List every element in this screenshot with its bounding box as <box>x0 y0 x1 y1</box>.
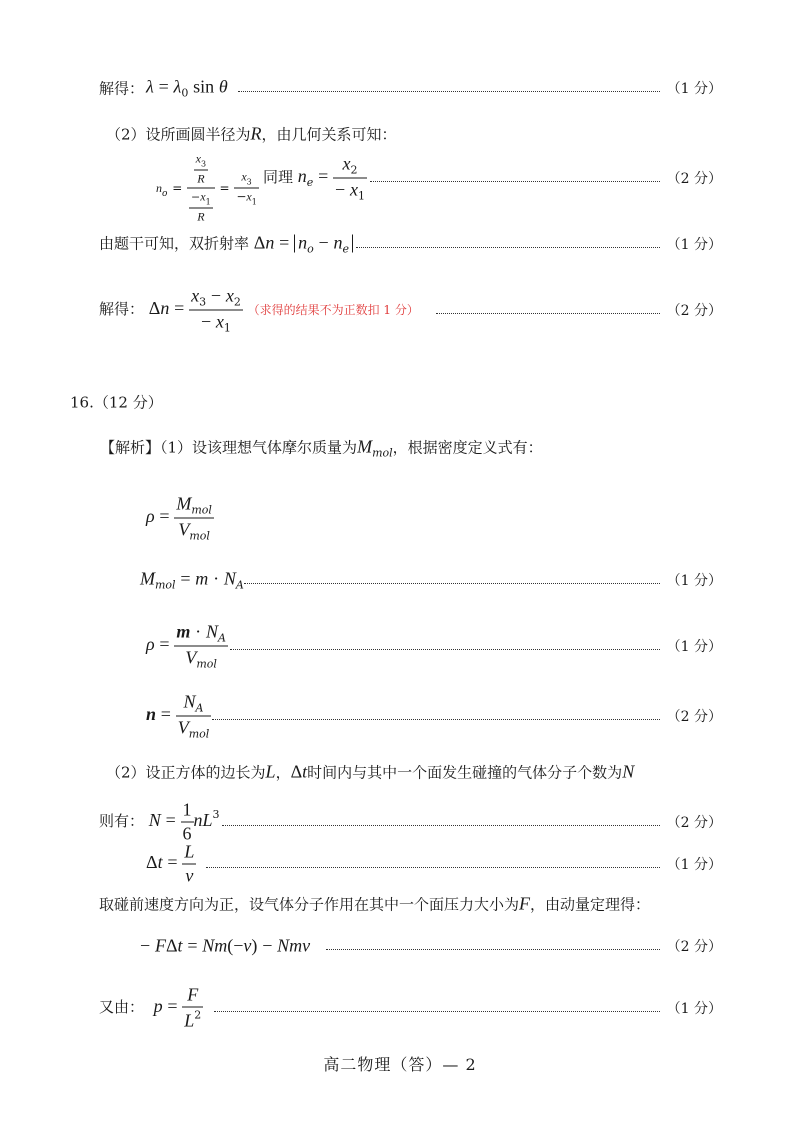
analysis-line <box>0 428 800 468</box>
analysis-text: 【解析】（1）设该理想气体摩尔质量为$M_{mol}$，根据密度定义式有： <box>100 436 543 460</box>
part2-text-1: （2）设正方体的边长为 <box>106 763 266 782</box>
formula-no: $n_o$ = $\frac{\frac{x_3}{R}}{\frac{-x_1}{R}}$ = $\frac{x_3}{-x_1}$ <box>156 151 257 224</box>
delta-n-result-line <box>0 285 800 335</box>
formula-molecule-count: 则有： N = $\frac{1}{6}$ $nL^3$ <box>99 799 220 844</box>
momentum-theorem-line <box>0 926 800 966</box>
momentum-text-2: ，由动量定理得： <box>530 895 651 914</box>
score-label: （1 分） <box>666 81 722 97</box>
momentum-intro: 取碰前速度方向为正，设气体分子作用在其中一个面压力大小为F，由动量定理得： <box>99 893 651 914</box>
leader-dots <box>356 247 660 248</box>
momentum-intro-line <box>0 884 800 924</box>
molecule-count-line <box>0 798 800 846</box>
part2-intro-text: （2）设所画圆半径为 <box>106 125 251 144</box>
part2-intro <box>106 124 397 145</box>
formula-momentum-theorem: − FΔt = Nm(−v) − Nmv <box>140 935 311 956</box>
part2-intro-tail: ，由几何关系可知： <box>261 125 397 144</box>
answer-line-wavelength <box>0 68 800 108</box>
part2-text-3: 时间内与其中一个面发生碰撞的气体分子个数为 <box>307 763 623 782</box>
leader-dots <box>326 949 660 950</box>
delta-n-result: 解得： Δn = $\frac{x_3 - x_2}{- x_1}$ （求得的结果不为正数扣 1 分） <box>99 285 419 335</box>
birefringence-line <box>0 224 800 264</box>
score-label: （2 分） <box>666 709 722 725</box>
leader-dots <box>214 1011 660 1012</box>
score-label: （1 分） <box>666 573 722 589</box>
leader-dots <box>244 583 660 584</box>
analysis-text-1: （1）设该理想气体摩尔质量为 <box>160 438 358 457</box>
similarly-label: 同理 <box>263 168 294 186</box>
answer-prefix: 解得： <box>99 300 145 318</box>
leader-dots <box>436 313 660 314</box>
refractive-index-line <box>0 148 800 228</box>
score-label: （2 分） <box>666 171 722 187</box>
score-label: （1 分） <box>666 1001 722 1017</box>
score-label: （1 分） <box>666 237 722 253</box>
formula-number-density: n = $\frac{N_A}{V_{mol}}$ <box>146 691 210 741</box>
part2-cube-line <box>0 752 800 792</box>
formula-density-expanded: ρ = $\frac{m \cdot N_A}{V_{mol}}$ <box>146 621 226 671</box>
density-definition <box>0 490 800 546</box>
answer-prefix: 解得： <box>99 79 145 98</box>
then-label: 则有： <box>99 812 145 830</box>
formula-ne: 同理 $n_e$ = $\frac{x_2}{- x_1}$ <box>263 153 365 203</box>
leader-dots <box>206 867 660 868</box>
formula-time-interval: Δt = $\frac{L}{v}$ <box>146 841 195 886</box>
birefringence-text: 由题干可知，双折射率 $\Delta n = n_o - n_e$ <box>99 233 353 256</box>
formula-wavelength: $\lambda = \lambda_0$ sin θ <box>146 76 228 100</box>
birefringence-prefix: 由题干可知，双折射率 <box>99 234 250 253</box>
also-label: 又由： <box>99 998 145 1016</box>
radius-var: R <box>250 123 262 144</box>
score-label: （1 分） <box>666 639 722 655</box>
leader-dots <box>212 719 660 720</box>
formula-pressure: 又由： p = $\frac{F}{L^2}$ <box>99 984 202 1031</box>
page-footer: 高二物理（答）— 2 <box>323 1055 477 1074</box>
leader-dots <box>222 825 660 826</box>
part2-text-2: ， <box>275 763 291 782</box>
part2-cube-text: （2）设正方体的边长为L，Δt时间内与其中一个面发生碰撞的气体分子个数为N <box>106 761 635 782</box>
leader-dots <box>238 91 660 92</box>
score-label: （2 分） <box>666 815 722 831</box>
score-label: （1 分） <box>666 857 722 873</box>
formula-density: ρ = $\frac{M_{mol}}{V_{mol}}$ <box>146 493 212 543</box>
number-density-line <box>0 688 800 744</box>
time-interval-line <box>0 840 800 888</box>
density-expansion-line <box>0 618 800 674</box>
molar-mass-line <box>0 560 800 600</box>
score-label: （2 分） <box>666 303 722 319</box>
question-title: 16.（12 分） <box>70 393 163 412</box>
question-16-title <box>0 382 800 422</box>
pressure-line <box>0 982 800 1034</box>
analysis-text-2: ，根据密度定义式有： <box>392 438 543 457</box>
leader-dots <box>230 649 660 650</box>
formula-molar-mass: $M_{mol} = m \cdot N_A$ <box>140 568 244 592</box>
momentum-text-1: 取碰前速度方向为正，设气体分子作用在其中一个面压力大小为 <box>99 895 520 914</box>
leader-dots <box>370 181 660 182</box>
deduction-note: （求得的结果不为正数扣 1 分） <box>247 303 419 317</box>
analysis-label: 【解析】 <box>100 438 161 457</box>
score-label: （2 分） <box>666 939 722 955</box>
